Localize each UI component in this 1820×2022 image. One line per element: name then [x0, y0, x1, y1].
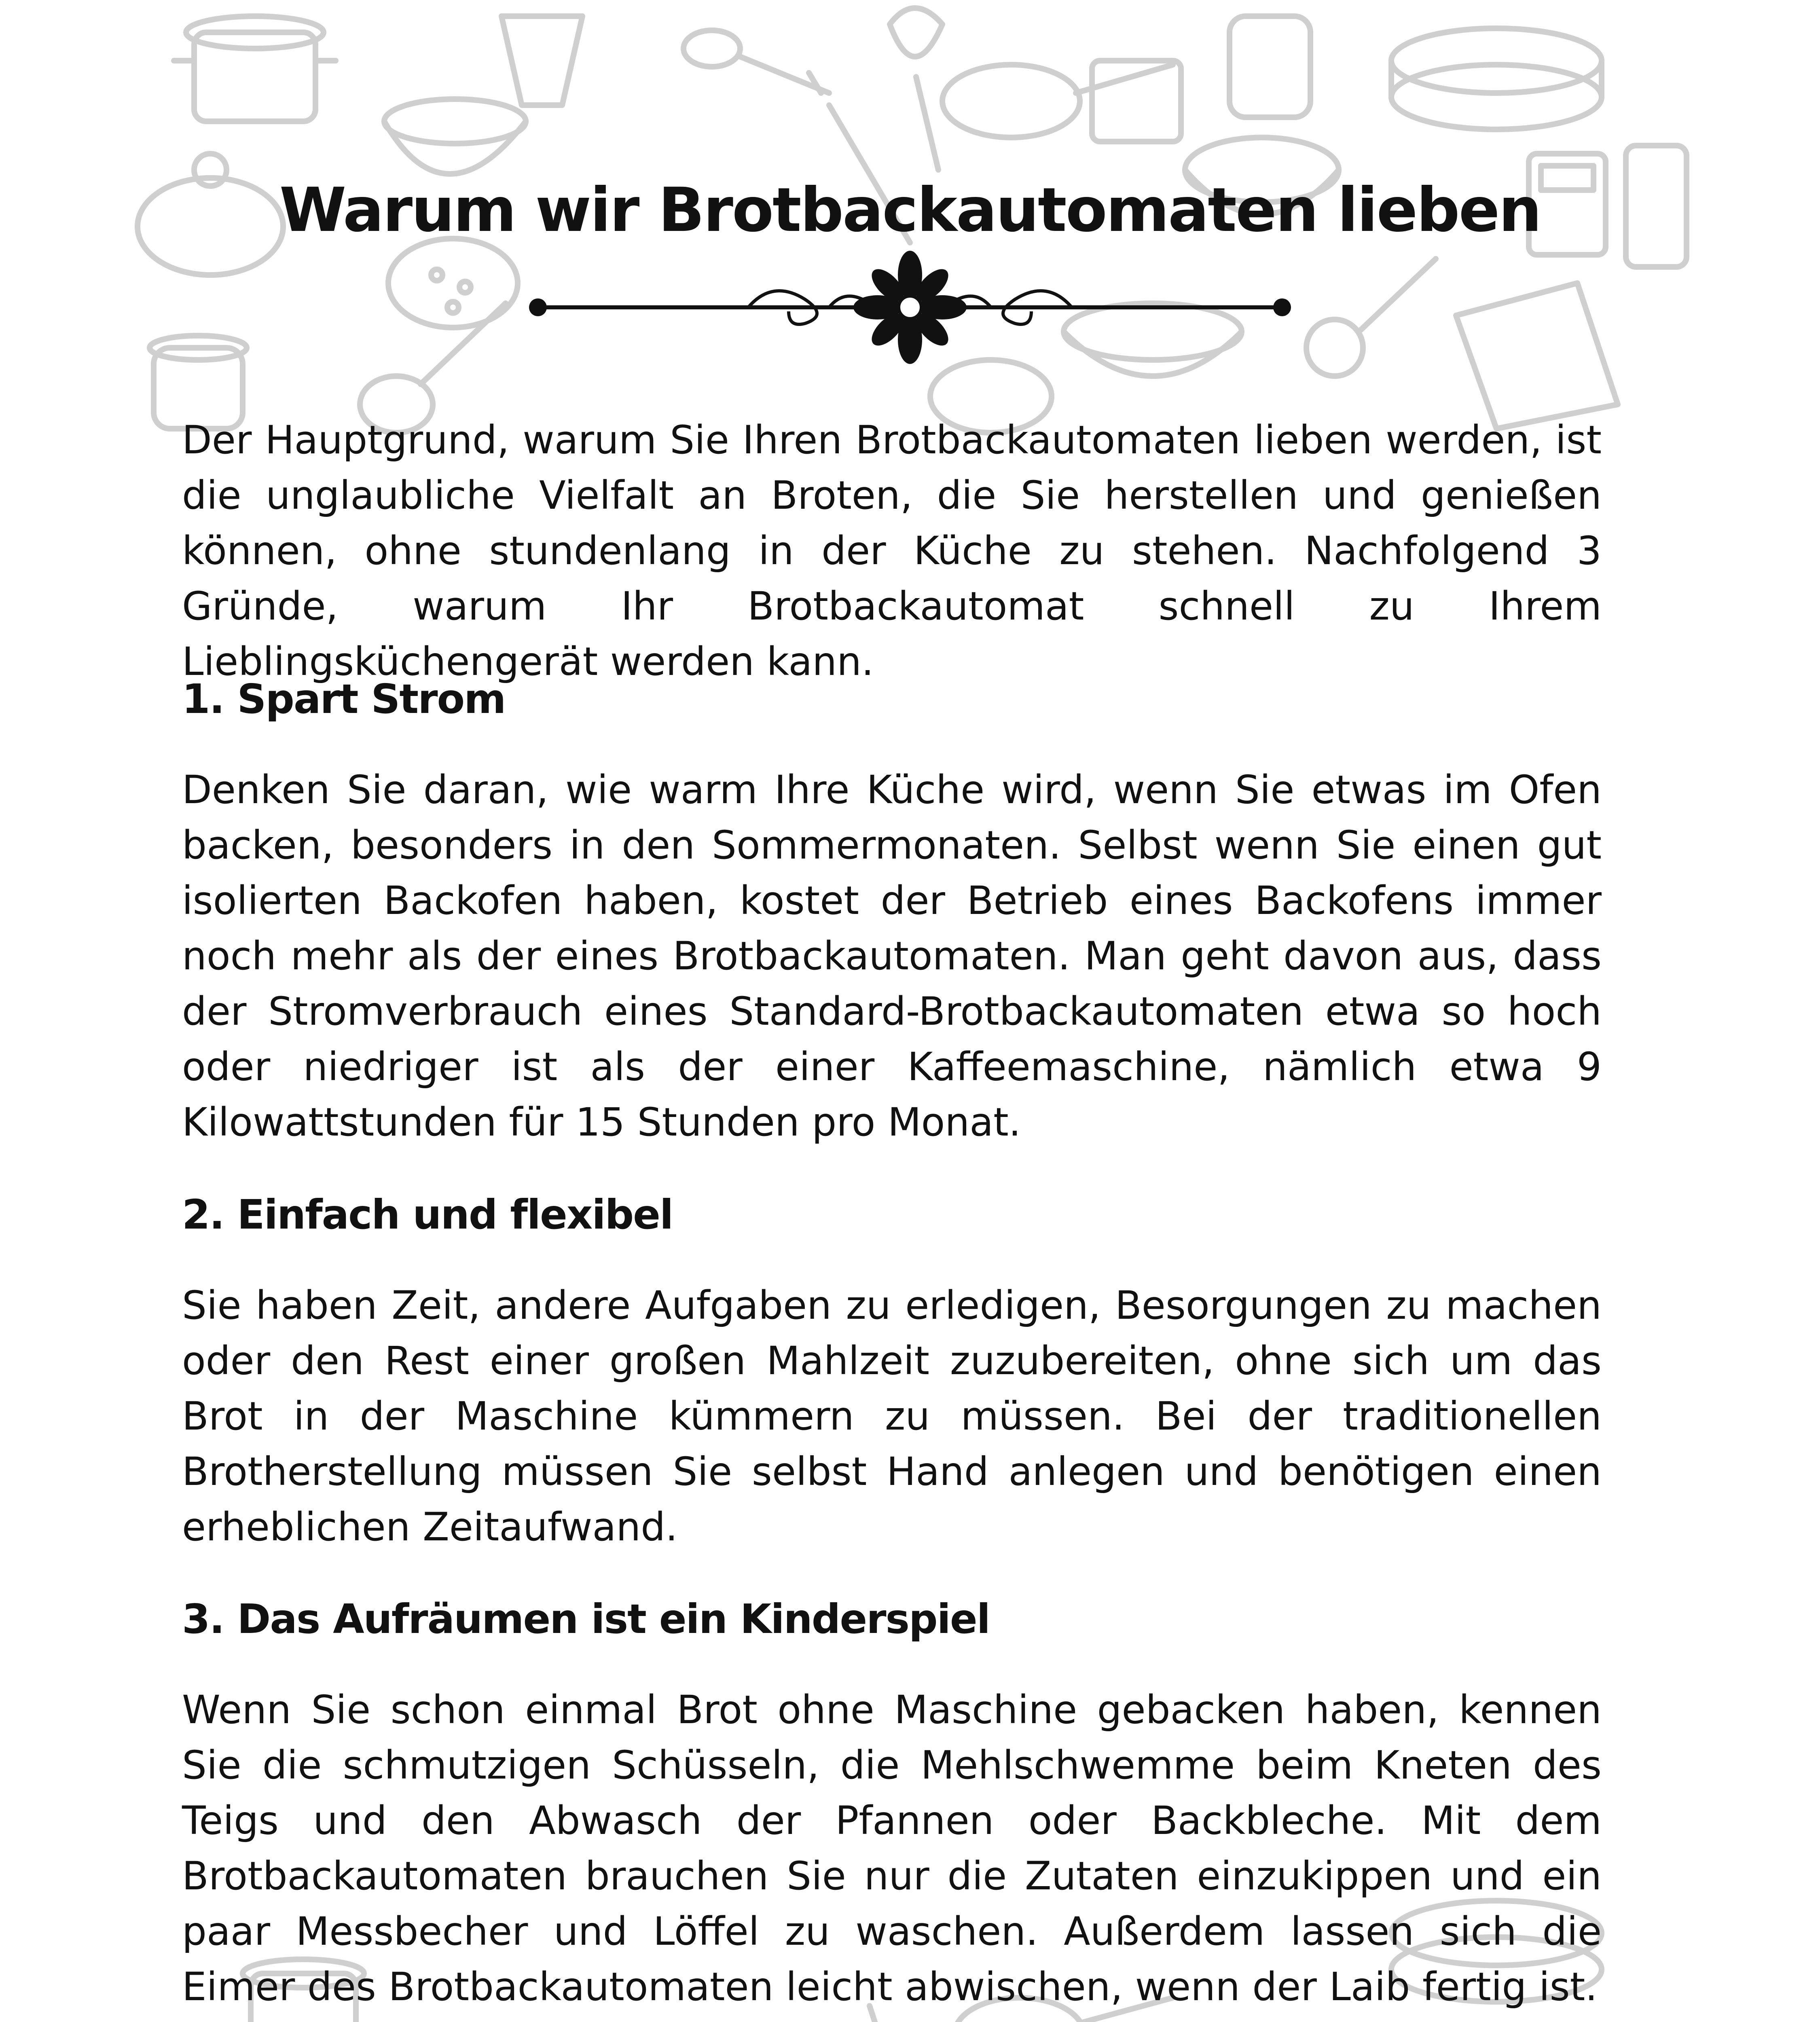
section-heading: 3. Das Aufräumen ist ein Kinderspiel	[182, 1595, 990, 1643]
section-paragraph: Wenn Sie schon einmal Brot ohne Maschine gebacken haben, kennen Sie die schmutzigen Schüsseln, die Mehlschwemme beim Kneten des Teigs und den Abwasch der Pfannen oder Backbleche. Mit dem Brotbackautomaten brauchen Sie nur die Zutaten einzukippen und ein paar Messbecher und Löffel zu waschen. Außerdem lassen sich die Eimer des Brotbackautomaten leicht abwischen, wenn der Laib fertig ist.	[182, 1687, 1602, 2009]
page-title: Warum wir Brotbackautomaten lieben	[279, 175, 1541, 245]
section-paragraph: Denken Sie daran, wie warm Ihre Küche wird, wenn Sie etwas im Ofen backen, besonders in den Sommermonaten. Selbst wenn Sie einen gut isolierten Backofen haben, kostet der Betrieb eines Backofens immer noch mehr als der eines Brotbackautomaten. Man geht davon aus, dass der Stromverbrauch eines Standard-Brotbackautomaten etwa so hoch oder niedriger ist als der einer Kaffeemaschine, nämlich etwa 9 Kilowattstunden für 15 Stunden pro Monat.	[182, 767, 1602, 1145]
section-heading: 1. Spart Strom	[182, 675, 506, 723]
section-heading: 2. Einfach und flexibel	[182, 1191, 673, 1238]
flower-ornament-divider	[522, 251, 1298, 364]
intro-paragraph: Der Hauptgrund, warum Sie Ihren Brotbackautomaten lieben werden, ist die unglaubliche Vielfalt an Broten, die Sie herstellen und genießen können, ohne stundenlang in der Küche zu stehen. Nachfolgend 3 Gründe, warum Ihr Brotbackautomat schnell zu Ihrem Lieblingsküchengerät werden kann.	[182, 417, 1602, 684]
section-paragraph: Sie haben Zeit, andere Aufgaben zu erledigen, Besorgungen zu machen oder den Rest einer großen Mahlzeit zuzubereiten, ohne sich um das Brot in der Maschine kümmern zu müssen. Bei der traditionellen Brotherstellung müssen Sie selbst Hand anlegen und benötigen einen erheblichen Zeitaufwand.	[182, 1283, 1602, 1550]
